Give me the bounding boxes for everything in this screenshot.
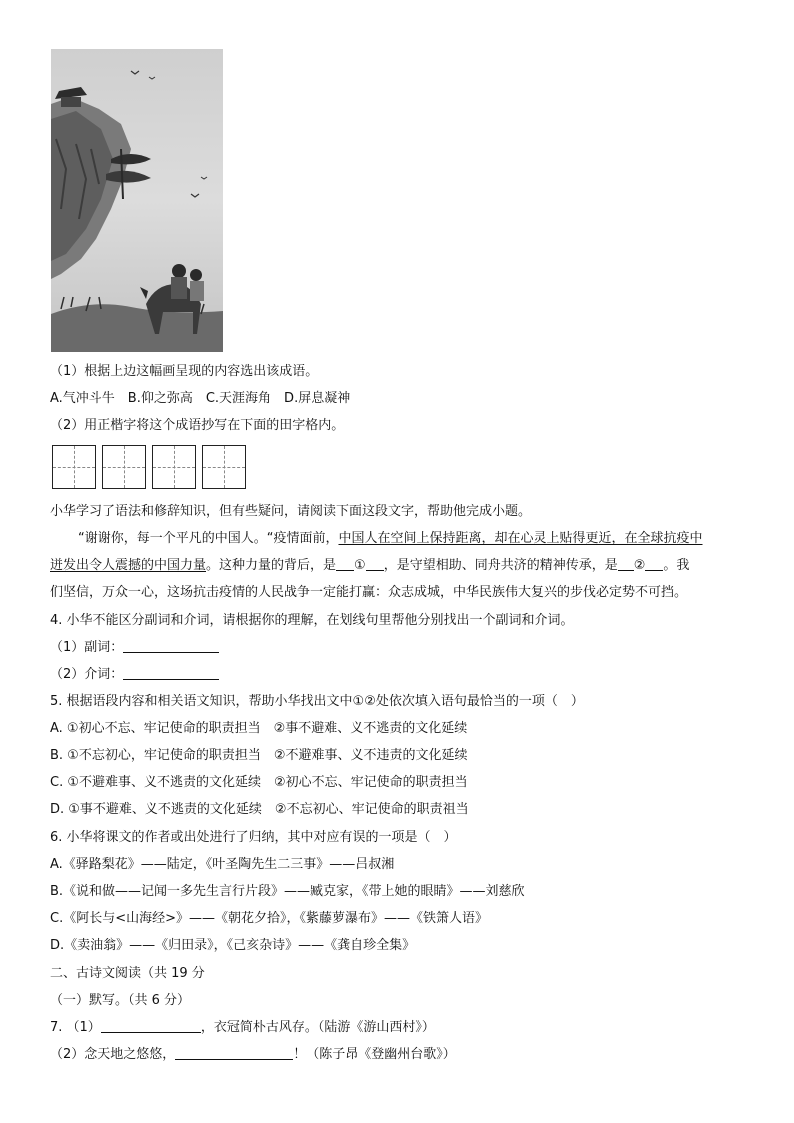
passage-line-3: 们坚信，万众一心，这场抗击疫情的人民战争一定能打赢：众志成城，中华民族伟大复兴的步伐必定势不可挡。 (50, 585, 688, 600)
section2-title: 二、古诗文阅读（共 19 分 (50, 966, 205, 981)
q6-option-b[interactable]: B.《说和做——记闻一多先生言行片段》——臧克家，《带上她的眼睛》——刘慈欣 (50, 884, 525, 899)
blank-line (618, 556, 634, 571)
q5-option-a[interactable]: A. ①初心不忘、牢记使命的职责担当 ②事不避难、义不逃责的文化延续 (50, 721, 468, 736)
passage-1a: “谢谢你，每一个平凡的中国人。“疫情面前， (78, 531, 339, 546)
passage-underlined-1: 中国人在空间上保持距离，却在心灵上贴得更近，在全球抗疫中 (338, 531, 703, 546)
blank-mark-1: ① (354, 558, 366, 573)
q5-option-d[interactable]: D. ①事不避难、义不逃责的文化延续 ②不忘初心、牢记使命的职责祖当 (50, 802, 469, 817)
q3-options: A.气冲斗牛 B.仰之弥高 C.天涯海角 D.屏息凝神 (50, 391, 351, 406)
q7-line-2 (50, 1045, 456, 1065)
q4-answer-preposition (50, 665, 219, 685)
q3-sub1: （1）根据上边这幅画呈现的内容选出该成语。 (50, 364, 319, 379)
blank-mark-2: ② (633, 558, 646, 573)
q6-option-c[interactable]: C.《阿长与<山海经>》——《朝花夕拾》，《紫藤萝瀑布》——《铁箫人语》 (50, 911, 488, 926)
answer-blank[interactable] (175, 1045, 293, 1060)
q6-stem: 6. 小华将课文的作者或出处进行了归纳，其中对应有误的一项是（ ） (50, 830, 457, 845)
q4-stem: 4. 小华不能区分副词和介词，请根据你的理解，在划线句里帮他分别找出一个副词和介词。 (50, 613, 574, 628)
answer-blank[interactable] (123, 665, 219, 680)
q5-option-b[interactable]: B. ①不忘初心，牢记使命的职责担当 ②不避难事、义不违责的文化延续 (50, 748, 468, 763)
q7-line-1 (50, 1018, 435, 1038)
passage-2c: ，是守望相助、同舟共济的精神传承，是 (383, 558, 618, 573)
passage-underlined-2: 迸发出令人震撼的中国力量 (50, 558, 207, 573)
blank-line (366, 556, 384, 571)
blank-line (645, 556, 663, 571)
q4-a2-label: （2）介词： (50, 667, 124, 682)
q5-option-c[interactable]: C. ①不避难事、义不逃责的文化延续 ②初心不忘、牢记使命的职责担当 (50, 775, 468, 790)
q5-stem: 5. 根据语段内容和相关语文知识，帮助小华找出文中①②处依次填入语句最恰当的一项（ ） (50, 694, 584, 709)
passage-line-2 (50, 556, 689, 576)
passage-2d: 。我 (663, 558, 690, 573)
tianzige-cell[interactable] (152, 445, 196, 489)
blank-line (336, 556, 354, 571)
q3-sub2: （2）用正楷字将这个成语抄写在下面的田字格内。 (50, 418, 345, 433)
section2-sub: （一）默写。（共 6 分） (50, 993, 191, 1008)
q4-a1-label: （1）副词： (50, 640, 124, 655)
q6-option-d[interactable]: D.《卖油翁》——《归田录》，《己亥杂诗》——《龚自珍全集》 (50, 938, 416, 953)
q7-l2b: ！（陈子昂《登幽州台歌》） (293, 1047, 456, 1062)
tianzige-cell[interactable] (52, 445, 96, 489)
passage-2b: 。这种力量的背后，是 (206, 558, 337, 573)
q7-l2a: （2）念天地之悠悠， (50, 1047, 176, 1062)
ink-painting-illustration (51, 49, 223, 352)
tianzige-cell[interactable] (102, 445, 146, 489)
intro-text: 小华学习了语法和修辞知识，但有些疑问，请阅读下面这段文字，帮助他完成小题。 (50, 504, 532, 519)
passage-line-1 (78, 529, 703, 549)
answer-blank[interactable] (101, 1018, 201, 1033)
q4-answer-adverb (50, 638, 219, 658)
answer-blank[interactable] (123, 638, 219, 653)
q7-l1a: 7. （1） (50, 1020, 101, 1035)
q7-l1b: ，衣冠简朴古风存。（陆游《游山西村》） (200, 1020, 435, 1035)
tianzige-cell[interactable] (202, 445, 246, 489)
q6-option-a[interactable]: A.《驿路梨花》——陆定，《叶圣陶先生二三事》——吕叔湘 (50, 857, 395, 872)
